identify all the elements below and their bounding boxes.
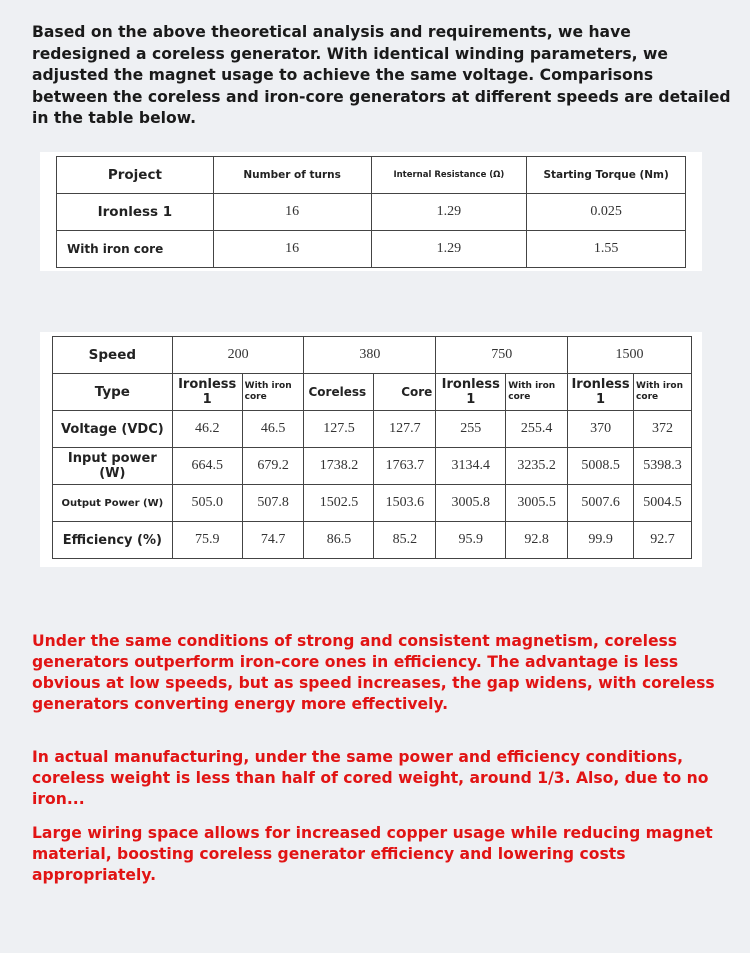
cell-value: 255.4 (506, 411, 568, 448)
cell-value: 16 (213, 231, 371, 268)
speed-value: 1500 (568, 337, 692, 374)
cell-value: 679.2 (242, 448, 304, 485)
cell-value: 86.5 (304, 522, 374, 559)
cell-value: 74.7 (242, 522, 304, 559)
table-row (57, 194, 686, 231)
cell-value: 507.8 (242, 485, 304, 522)
cell-value: 0.025 (527, 194, 686, 231)
cell-value: 16 (213, 194, 371, 231)
table-row (53, 522, 692, 559)
cell-value: 1.29 (371, 194, 527, 231)
cell-value: 1.55 (527, 231, 686, 268)
header-turns: Number of turns (213, 157, 371, 194)
note-efficiency: Under the same conditions of strong and consistent magnetism, coreless generators outperform iron-core ones in efficiency. The advantage is less obvious at low speeds, but as speed increases, the gap widens, with coreless generators converting energy more effectively. (32, 632, 715, 713)
cell-value: 1.29 (371, 231, 527, 268)
type-cell: With iron core (634, 374, 692, 411)
table-row (53, 411, 692, 448)
cell-value: 5004.5 (634, 485, 692, 522)
type-cell: With iron core (242, 374, 304, 411)
row-label: Input power (W) (53, 448, 173, 485)
speed-value: 200 (172, 337, 304, 374)
cell-value: 1763.7 (374, 448, 436, 485)
speed-label: Speed (53, 337, 173, 374)
row-label: Output Power (W) (53, 485, 173, 522)
cell-value: 127.5 (304, 411, 374, 448)
row-label: Ironless 1 (57, 194, 214, 231)
speed-value: 750 (436, 337, 568, 374)
cell-value: 3134.4 (436, 448, 506, 485)
cell-value: 46.5 (242, 411, 304, 448)
cell-value: 46.2 (172, 411, 242, 448)
speed-value: 380 (304, 337, 436, 374)
speed-row (53, 337, 692, 374)
cell-value: 127.7 (374, 411, 436, 448)
cell-value: 92.8 (506, 522, 568, 559)
header-project: Project (57, 157, 214, 194)
performance-table-card (40, 332, 702, 567)
cell-value: 372 (634, 411, 692, 448)
table-row (57, 231, 686, 268)
performance-table (52, 336, 692, 559)
header-resistance: Internal Resistance (Ω) (371, 157, 527, 194)
table-row (53, 448, 692, 485)
cell-value: 5007.6 (568, 485, 634, 522)
type-cell: Coreless (304, 374, 374, 411)
note-weight: In actual manufacturing, under the same power and efficiency conditions, coreless weight is less than half of cored weight, around 1/3. Also, due to no iron... (32, 748, 709, 808)
type-label: Type (53, 374, 173, 411)
table-row (53, 485, 692, 522)
table-header-row (57, 157, 686, 194)
cell-value: 3235.2 (506, 448, 568, 485)
cell-value: 255 (436, 411, 506, 448)
cell-value: 75.9 (172, 522, 242, 559)
cell-value: 5008.5 (568, 448, 634, 485)
type-cell: With iron core (506, 374, 568, 411)
type-cell: Ironless 1 (436, 374, 506, 411)
type-cell: Ironless 1 (172, 374, 242, 411)
type-cell: Ironless 1 (568, 374, 634, 411)
cell-value: 1503.6 (374, 485, 436, 522)
cell-value: 3005.5 (506, 485, 568, 522)
intro-paragraph: Based on the above theoretical analysis and requirements, we have redesigned a coreless generator. With identical winding parameters, we adjusted the magnet usage to achieve the same voltage. Comparisons between the coreless and iron-core generators at different speeds are detailed in the table below. (32, 23, 731, 127)
cell-value: 5398.3 (634, 448, 692, 485)
cell-value: 505.0 (172, 485, 242, 522)
row-label: Voltage (VDC) (53, 411, 173, 448)
cell-value: 95.9 (436, 522, 506, 559)
type-cell: Core (374, 374, 436, 411)
cell-value: 1502.5 (304, 485, 374, 522)
note-wiring: Large wiring space allows for increased copper usage while reducing magnet material, boosting coreless generator efficiency and lowering costs appropriately. (32, 824, 713, 884)
cell-value: 370 (568, 411, 634, 448)
row-label: Efficiency (%) (53, 522, 173, 559)
type-row (53, 374, 692, 411)
cell-value: 99.9 (568, 522, 634, 559)
parameters-table (56, 156, 686, 268)
comparison-table-card (40, 152, 702, 271)
cell-value: 664.5 (172, 448, 242, 485)
header-torque: Starting Torque (Nm) (527, 157, 686, 194)
cell-value: 85.2 (374, 522, 436, 559)
cell-value: 92.7 (634, 522, 692, 559)
cell-value: 1738.2 (304, 448, 374, 485)
row-label: With iron core (57, 231, 214, 268)
cell-value: 3005.8 (436, 485, 506, 522)
